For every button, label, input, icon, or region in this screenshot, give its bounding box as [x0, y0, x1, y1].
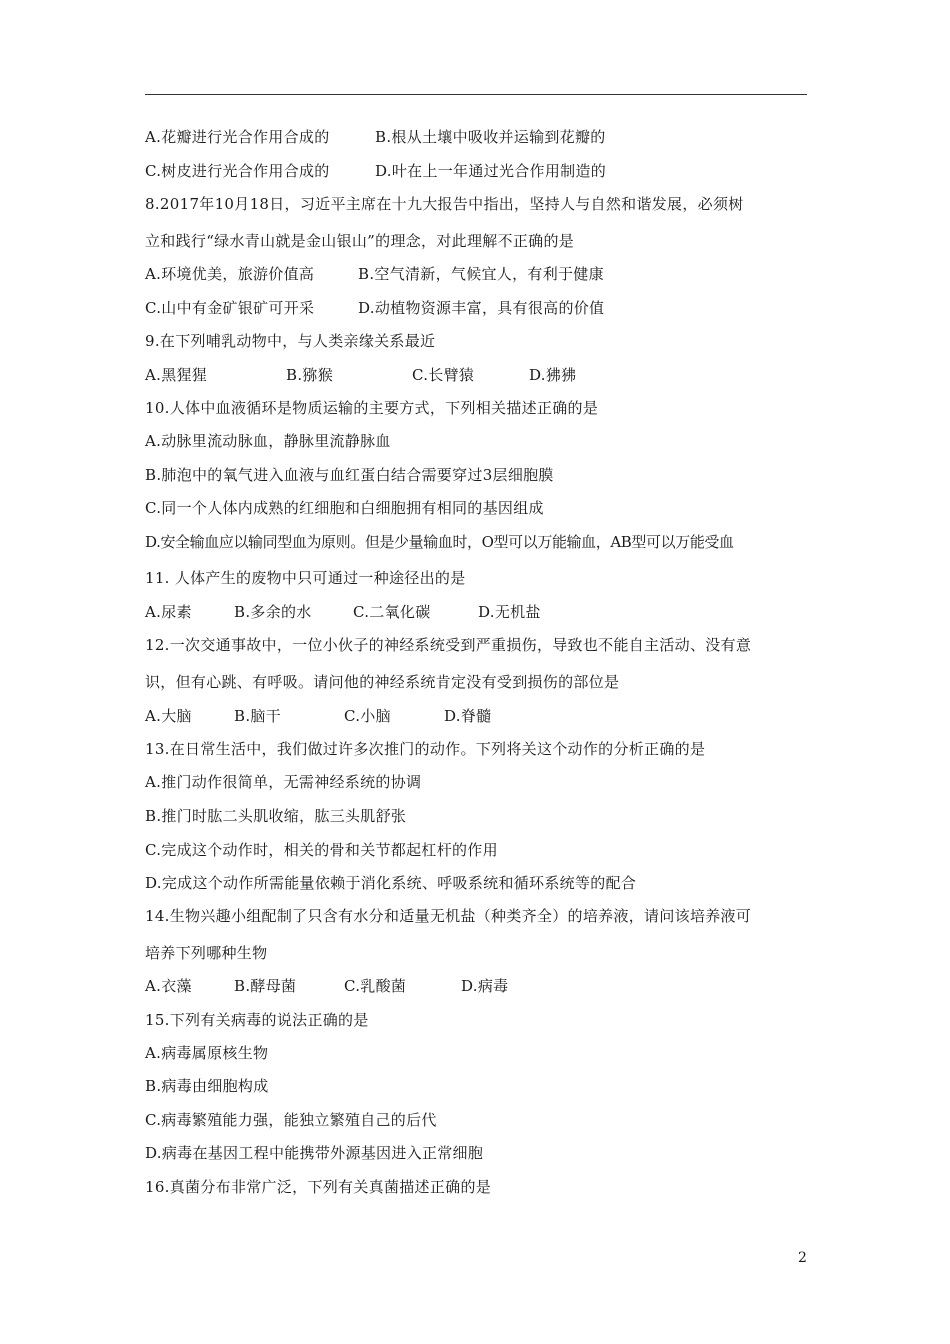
q15-stem: 15.下列有关病毒的说法正确的是 [145, 1011, 369, 1029]
q12-option-a: A.大脑 [145, 707, 192, 725]
q7-option-d: D.叶在上一年通过光合作用制造的 [375, 162, 607, 180]
q8-stem-line2: 立和践行“绿水青山就是金山银山”的理念，对此理解不正确的是 [145, 232, 575, 250]
q16-stem: 16.真菌分布非常广泛，下列有关真菌描述正确的是 [145, 1178, 492, 1196]
q9-option-b: B.猕猴 [286, 366, 333, 384]
q11-option-d: D.无机盐 [478, 603, 541, 621]
q14-option-c: C.乳酸菌 [344, 977, 407, 995]
q13-option-a: A.推门动作很简单，无需神经系统的协调 [145, 773, 422, 791]
q13-option-b: B.推门时肱二头肌收缩，肱三头肌舒张 [145, 807, 407, 825]
q11-option-a: A.尿素 [145, 603, 192, 621]
q9-option-d: D.狒狒 [529, 366, 577, 384]
q15-option-a: A.病毒属原核生物 [145, 1044, 269, 1062]
q10-option-c: C.同一个人体内成熟的红细胞和白细胞拥有相同的基因组成 [145, 499, 544, 517]
q8-option-c: C.山中有金矿银矿可开采 [145, 299, 315, 317]
q10-option-a: A.动脉里流动脉血，静脉里流静脉血 [145, 432, 391, 450]
q10-option-d: D.安全输血应以输同型血为原则。但是少量输血时，O型可以万能输血，AB型可以万能受血 [145, 533, 734, 551]
q12-stem-line2: 识，但有心跳、有呼吸。请问他的神经系统肯定没有受到损伤的部位是 [145, 673, 620, 691]
header-rule [145, 94, 807, 95]
q9-stem: 9.在下列哺乳动物中，与人类亲缘关系最近 [145, 332, 436, 350]
q15-option-b: B.病毒由细胞构成 [145, 1077, 269, 1095]
q9-option-c: C.长臂猿 [412, 366, 475, 384]
q8-option-d: D.动植物资源丰富，具有很高的价值 [358, 299, 605, 317]
q8-option-b: B.空气清新，气候宜人，有利于健康 [358, 265, 604, 283]
q12-stem-line1: 12.一次交通事故中，一位小伙子的神经系统受到严重损伤，导致也不能自主活动、没有意 [145, 636, 752, 654]
page-number: 2 [798, 1250, 807, 1266]
q12-option-b: B.脑干 [234, 707, 281, 725]
q15-option-c: C.病毒繁殖能力强，能独立繁殖自己的后代 [145, 1111, 437, 1129]
q14-stem-line1: 14.生物兴趣小组配制了只含有水分和适量无机盐（种类齐全）的培养液，请问该培养液可 [145, 907, 752, 925]
q14-stem-line2: 培养下列哪种生物 [145, 944, 268, 962]
q13-stem: 13.在日常生活中，我们做过许多次推门的动作。下列将关这个动作的分析正确的是 [145, 740, 706, 758]
q12-option-d: D.脊髓 [444, 707, 492, 725]
q8-option-a: A.环境优美，旅游价值高 [145, 265, 315, 283]
q11-option-c: C.二氧化碳 [353, 603, 431, 621]
q14-option-b: B.酵母菌 [234, 977, 297, 995]
q14-option-a: A.衣藻 [145, 977, 192, 995]
q11-stem: 11. 人体产生的废物中只可通过一种途径出的是 [145, 569, 466, 587]
q8-stem-line1: 8.2017年10月18日，习近平主席在十九大报告中指出，坚持人与自然和谐发展，必须树 [145, 195, 744, 213]
q7-option-c: C.树皮进行光合作用合成的 [145, 162, 330, 180]
q10-stem: 10.人体中血液循环是物质运输的主要方式，下列相关描述正确的是 [145, 399, 599, 417]
q9-option-a: A.黑猩猩 [145, 366, 208, 384]
q12-option-c: C.小脑 [344, 707, 391, 725]
q14-option-d: D.病毒 [461, 977, 509, 995]
q13-option-c: C.完成这个动作时，相关的骨和关节都起杠杆的作用 [145, 841, 498, 859]
q10-option-b: B.肺泡中的氧气进入血液与血红蛋白结合需要穿过3层细胞膜 [145, 466, 554, 484]
q11-option-b: B.多余的水 [234, 603, 312, 621]
q13-option-d: D.完成这个动作所需能量依赖于消化系统、呼吸系统和循环系统等的配合 [145, 874, 637, 892]
q15-option-d: D.病毒在基因工程中能携带外源基因进入正常细胞 [145, 1144, 484, 1162]
q7-option-b: B.根从土壤中吸收并运输到花瓣的 [375, 128, 606, 146]
q7-option-a: A.花瓣进行光合作用合成的 [145, 128, 330, 146]
